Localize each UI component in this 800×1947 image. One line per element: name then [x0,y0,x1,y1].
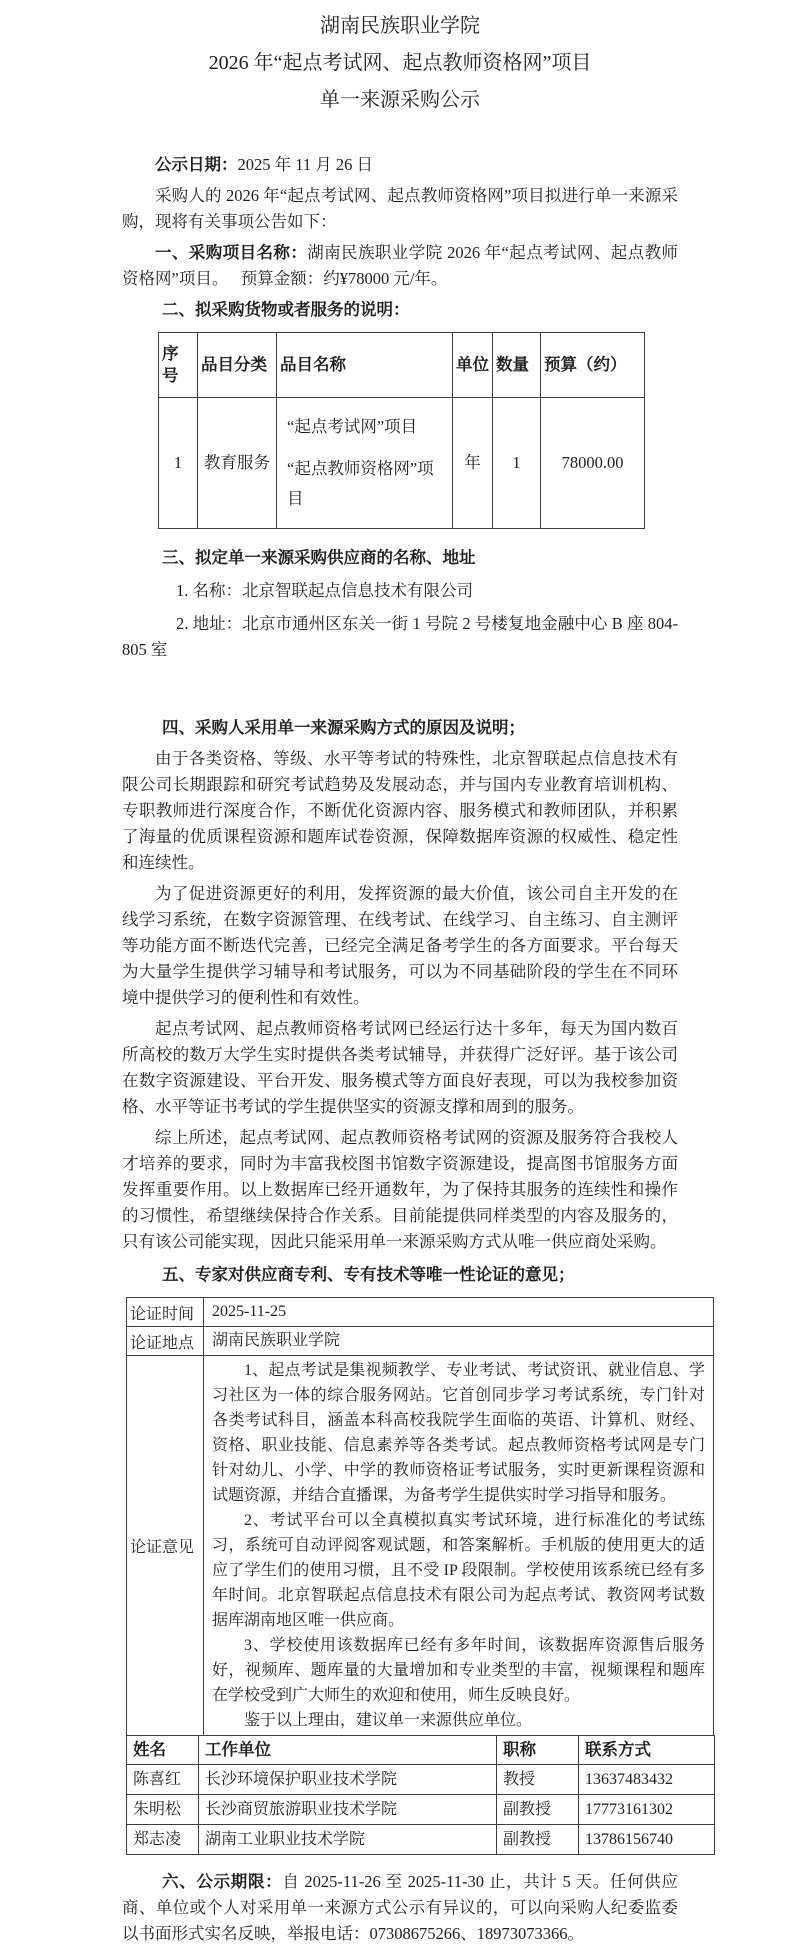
cell-item-name [277,398,453,529]
expert-workunit: 长沙环境保护职业技术学院 [199,1765,497,1795]
review-place-value: 湖南民族职业学院 [204,1327,714,1356]
review-opinion-content [204,1356,714,1736]
col-header-budget: 预算（约） [541,333,645,398]
opinion-paragraph-2: 2、考试平台可以全真模拟真实考试环境，进行标准化的考试练习，系统可自动评阅客观试题，和答案解析。手机版的使用更大的适应了学生们的使用习惯，且不受 IP 段限制。学校使用该系统已经有多年时间。北京智联起点信息技术有限公司为起点考试、教资网考试数据库湖南地区唯一供应商。 [212,1512,705,1629]
item-line-1: “起点考试网”项目 [287,417,418,436]
doc-title-line-2: 2026 年“起点考试网、起点教师资格网”项目 [208,52,592,74]
expert-title: 教授 [497,1765,579,1795]
cell-unit: 年 [453,398,493,529]
expert-contact: 13637483432 [579,1765,715,1795]
expert-list-table [126,1735,715,1855]
section6-label: 六、公示期限： [162,1872,283,1891]
review-place-label: 论证地点 [127,1327,204,1356]
opinion-paragraph-4: 鉴于以上理由，建议单一来源供应单位。 [244,1712,533,1729]
goods-table-header-row [159,333,645,398]
reason-paragraph-3: 起点考试网、起点教师资格考试网已经运行达十多年，每天为国内数百所高校的数万大学生实时提供各类考试辅导，并获得广泛好评。基于该公司在数字资源建设、平台开发、服务模式等方面良好表现，可以为我校参加资格、水平等证书考试的学生提供坚实的资源支撑和周到的服务。 [122,1019,678,1116]
reason-paragraph-4: 综上所述，起点考试网、起点教师资格考试网的资源及服务符合我校人才培养的要求，同时为丰富我校图书馆数字资源建设，提高图书馆服务方面发挥重要作用。以上数据库已经开通数年，为了保持其服务的连续性和操作的习惯性，希望继续保持合作关系。目前能提供同样类型的内容及服务的，只有该公司能实现，因此只能采用单一来源采购方式从唯一供应商处采购。 [122,1128,678,1251]
section6-text: 自 2025-11-26 至 2025-11-30 止，共计 5 天。任何供应商、单位或个人对采用单一来源方式公示有异议的，可以向采购人纪委监委以书面形式实名反映，举报电话：07308675266、18973073366。 [122,1872,678,1943]
expert-contact: 17773161302 [579,1795,715,1825]
reason-paragraph-2: 为了促进资源更好的利用，发挥资源的最大价值，该公司自主开发的在线学习系统，在数字资源管理、在线考试、在线学习、自主练习、自主测评等功能方面不断迭代完善，已经完全满足备考学生的各方面要求。平台每天为大量学生提供学习辅导和考试服务，可以为不同基础阶段的学生在不同环境中提供学习的便利性和有效性。 [122,884,678,1007]
section1-text: 湖南民族职业学院 2026 年“起点考试网、起点教师资格网”项目。 预算金额：约¥78000 元/年。 [122,243,679,288]
expert-title: 副教授 [497,1825,579,1855]
review-opinion-row [127,1356,714,1736]
cell-qty: 1 [493,398,541,529]
doc-title-line-3: 单一来源采购公示 [320,89,480,111]
supplier-address-line: 2. 地址：北京市通州区东关一街 1 号院 2 号楼复地金融中心 B 座 804-805 室 [122,614,678,659]
publish-date-label: 公示日期： [155,155,238,174]
col-header-expert-title: 职称 [497,1736,579,1765]
expert-row [127,1795,715,1825]
section2-heading: 二、拟采购货物或者服务的说明： [162,300,410,319]
section4-heading: 四、采购人采用单一来源采购方式的原因及说明； [162,718,525,737]
review-time-row [127,1298,714,1327]
item-line-2: “起点教师资格网”项目 [287,459,434,508]
section1-paragraph [122,240,678,292]
review-place-row [127,1327,714,1356]
expert-workunit: 长沙商贸旅游职业技术学院 [199,1795,497,1825]
cell-category: 教育服务 [198,398,277,529]
opinion-paragraph-3: 3、学校使用该数据库已经有多年时间，该数据库资源售后服务好，视频库、题库量的大量增加和专业类型的丰富，视频课程和题库在学校受到广大师生的欢迎和使用，师生反映良好。 [212,1637,705,1704]
section6-paragraph [122,1869,678,1947]
review-time-label: 论证时间 [127,1298,204,1327]
col-header-expert-contact: 联系方式 [579,1736,715,1765]
col-header-category: 品目分类 [198,333,277,398]
opening-paragraph: 采购人的 2026 年“起点考试网、起点教师资格网”项目拟进行单一来源采购，现将有关事项公告如下： [122,186,678,231]
publish-date-value: 2025 年 11 月 26 日 [237,155,374,174]
col-header-expert-workunit: 工作单位 [199,1736,497,1765]
col-header-seq: 序号 [159,333,198,398]
section5-heading: 五、专家对供应商专利、专有技术等唯一性论证的意见； [162,1265,575,1284]
expert-review-table [126,1297,714,1736]
cell-seq: 1 [159,398,198,529]
expert-name: 郑志凌 [127,1825,199,1855]
expert-name: 陈喜红 [127,1765,199,1795]
publish-date-line [122,152,678,178]
expert-title: 副教授 [497,1795,579,1825]
section1-label: 一、采购项目名称： [155,243,308,262]
supplier-name-line: 1. 名称：北京智联起点信息技术有限公司 [176,581,473,600]
expert-workunit: 湖南工业职业技术学院 [199,1825,497,1855]
col-header-unit: 单位 [453,333,493,398]
goods-table-row [159,398,645,529]
expert-row [127,1765,715,1795]
col-header-expert-name: 姓名 [127,1736,199,1765]
review-time-value: 2025-11-25 [204,1298,714,1327]
expert-contact: 13786156740 [579,1825,715,1855]
cell-budget: 78000.00 [541,398,645,529]
col-header-item-name: 品目名称 [277,333,453,398]
col-header-qty: 数量 [493,333,541,398]
expert-name: 朱明松 [127,1795,199,1825]
section3-heading: 三、拟定单一来源采购供应商的名称、地址 [162,548,476,567]
review-opinion-label: 论证意见 [127,1356,204,1736]
doc-title-line-1: 湖南民族职业学院 [320,15,480,37]
reason-paragraph-1: 由于各类资格、等级、水平等考试的特殊性，北京智联起点信息技术有限公司长期跟踪和研究考试趋势及发展动态，并与国内专业教育培训机构、专职教师进行深度合作，不断优化资源内容、服务模式和教师团队，并积累了海量的优质课程资源和题库试卷资源，保障数据库资源的权威性、稳定性和连续性。 [122,749,678,872]
goods-services-table [158,332,645,529]
expert-row [127,1825,715,1855]
opinion-paragraph-1: 1、起点考试是集视频教学、专业考试、考试资讯、就业信息、学习社区为一体的综合服务网站。它首创同步学习考试系统，专门针对各类考试科目，涵盖本科高校我院学生面临的英语、计算机、财经、资格、职业技能、信息素养等各类考试。起点教师资格考试网是专门针对幼儿、小学、中学的教师资格证考试服务，实时更新课程资源和试题资源，并结合直播课，为备考学生提供实时学习指导和服务。 [212,1362,705,1504]
expert-header-row [127,1736,715,1765]
